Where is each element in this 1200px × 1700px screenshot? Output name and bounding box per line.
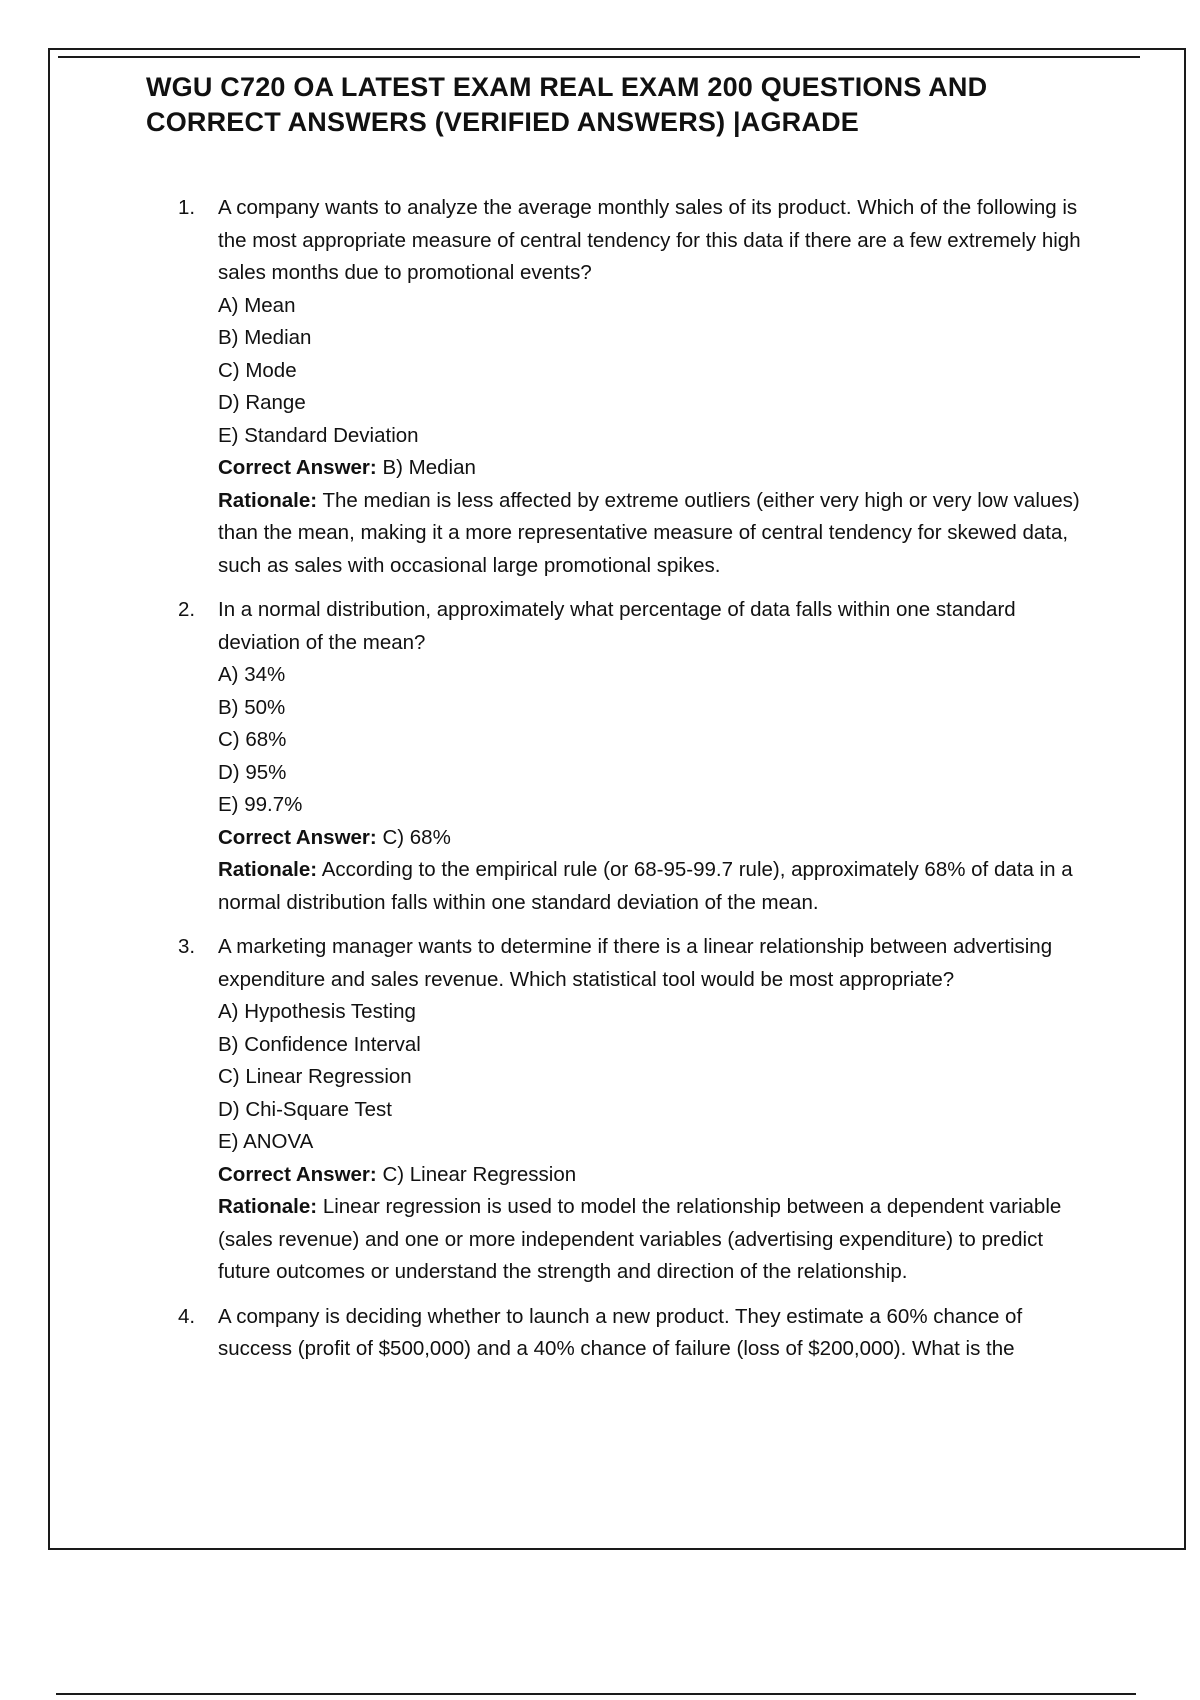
question-number: 2. xyxy=(178,598,196,621)
rationale-text: Linear regression is used to model the relationship between a dependent variable (sales revenue) and one or more independent variables (advertising expenditure) to predict future outcomes or understand the strength and direction of the relationship. xyxy=(218,1195,1062,1283)
correct-answer-value: B) Median xyxy=(382,456,476,479)
bottom-rule xyxy=(56,1693,1136,1695)
question-text: In a normal distribution, approximately what percentage of data falls within one standard deviation of the mean? xyxy=(218,598,1016,654)
answer-option: C) 68% xyxy=(218,728,287,751)
rationale-label: Rationale: xyxy=(218,858,318,881)
correct-answer-label: Correct Answer: xyxy=(218,1162,377,1186)
answer-option: B) Median xyxy=(218,326,312,349)
rationale-label: Rationale: xyxy=(218,1195,318,1218)
question-text: A company is deciding whether to launch a new product. They estimate a 60% chance of success (profit of $500,000) and a 40% chance of failure (loss of $200,000). What is the xyxy=(218,1304,1023,1360)
correct-answer-label: Correct Answer: xyxy=(218,456,377,479)
question-text: A marketing manager wants to determine if there is a linear relationship between advertising expenditure and sales revenue. Which statistical tool would be most appropriate? xyxy=(218,935,1053,991)
question-2 xyxy=(178,594,1098,919)
document-title: WGU C720 OA LATEST EXAM REAL EXAM 200 QUESTIONS AND CORRECT ANSWERS (VERIFIED ANSWERS) |AGRADE xyxy=(146,72,988,137)
answer-option: E) Standard Deviation xyxy=(218,423,419,447)
rationale-text: According to the empirical rule (or 68-95-99.7 rule), approximately 68% of data in a normal distribution falls within one standard deviation of the mean. xyxy=(218,858,1073,914)
rationale-text: The median is less affected by extreme outliers (either very high or very low values) than the mean, making it a more representative measure of central tendency for skewed data, such as sales with occasional large promotional spikes. xyxy=(218,488,1080,577)
question-1 xyxy=(178,192,1098,582)
rationale xyxy=(218,485,1098,583)
answer-option: D) Range xyxy=(218,391,306,414)
rationale xyxy=(218,1191,1098,1289)
question-number: 3. xyxy=(178,935,196,958)
answer-option: C) Linear Regression xyxy=(218,1065,412,1088)
rationale xyxy=(218,854,1098,919)
answer-option: A) Hypothesis Testing xyxy=(218,1000,416,1023)
correct-answer-value: C) 68% xyxy=(382,825,451,849)
correct-answer-label: Correct Answer: xyxy=(218,825,377,849)
correct-answer xyxy=(218,822,1098,855)
question-number: 4. xyxy=(178,1304,196,1328)
answer-option: D) 95% xyxy=(218,760,287,784)
question-4 xyxy=(178,1301,1098,1366)
question-list xyxy=(178,192,1098,1378)
question-number: 1. xyxy=(178,196,196,219)
answer-option: D) Chi-Square Test xyxy=(218,1097,392,1121)
answer-option: A) 34% xyxy=(218,663,286,686)
rationale-label: Rationale: xyxy=(218,488,318,512)
answer-option: B) 50% xyxy=(218,695,286,719)
answer-option: A) Mean xyxy=(218,293,296,317)
answer-option: E) 99.7% xyxy=(218,793,303,816)
answer-option: B) Confidence Interval xyxy=(218,1032,421,1056)
answer-option: C) Mode xyxy=(218,358,297,382)
question-3 xyxy=(178,931,1098,1289)
correct-answer-value: C) Linear Regression xyxy=(382,1162,577,1186)
answer-option: E) ANOVA xyxy=(218,1130,314,1153)
question-text: A company wants to analyze the average monthly sales of its product. Which of the following is the most appropriate measure of central tendency for this data if there are a few extremely high sales months due to promotional events? xyxy=(218,196,1081,284)
frame-top-rule xyxy=(58,56,1140,58)
correct-answer xyxy=(218,1159,1098,1192)
correct-answer xyxy=(218,452,1098,485)
